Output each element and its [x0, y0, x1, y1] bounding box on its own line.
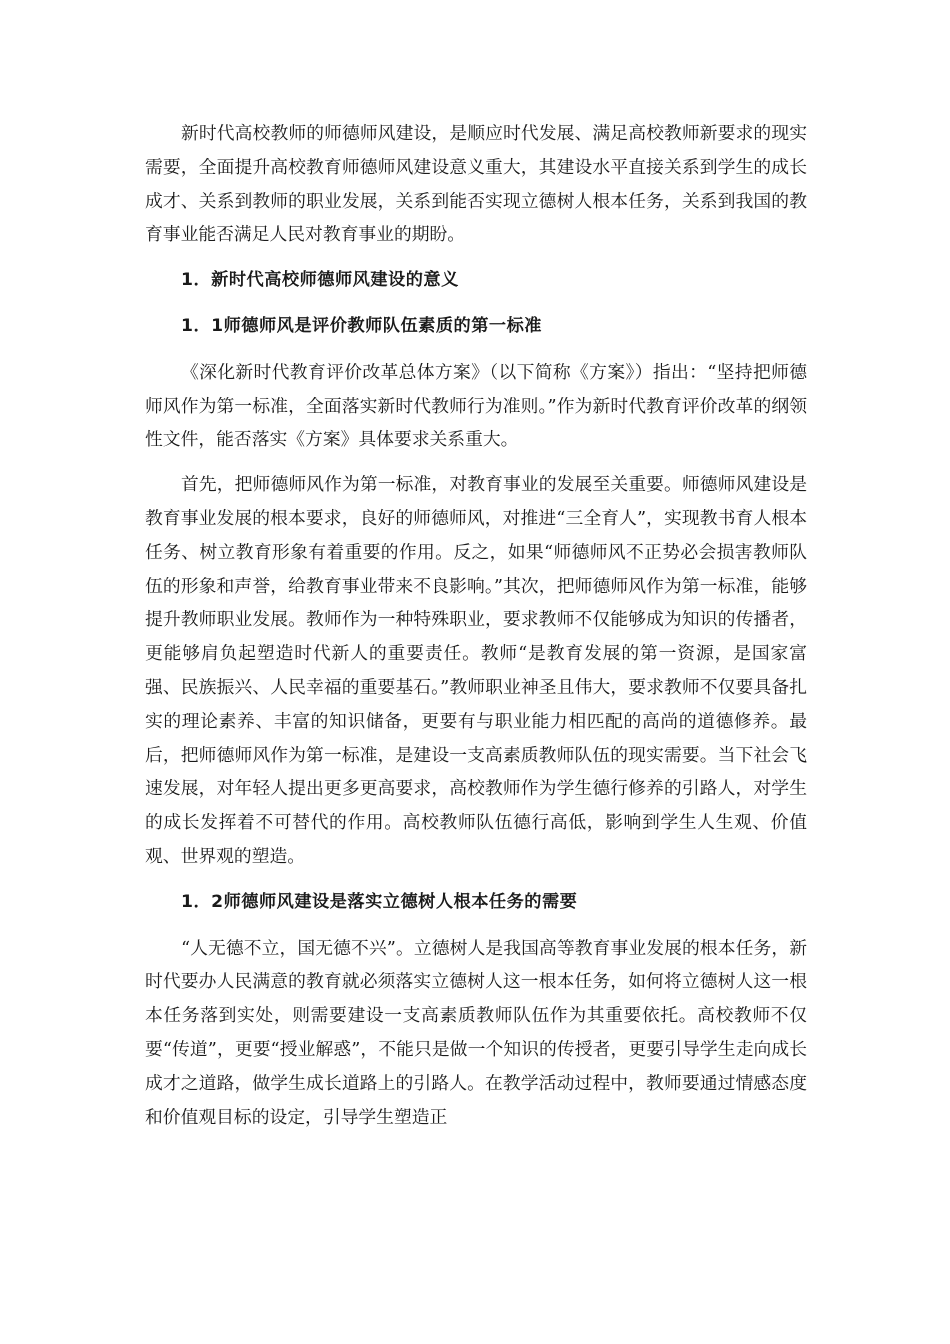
section-1-1-paragraph-2: 首先，把师德师风作为第一标准，对教育事业的发展至关重要。师德师风建设是教育事业发展的根本要求，良好的师德师风，对推进“三全育人”，实现教书育人根本任务、树立教育形象有着重要的作用。反之，如果“师德师风不正势必会损害教师队伍的形象和声誉，给教育事业带来不良影响。”其次，把师德师风作为第一标准，能够提升教师职业发展。教师作为一种特殊职业，要求教师不仅能够成为知识的传播者，更能够肩负起塑造时代新人的重要责任。教师“是教育发展的第一资源，是国家富强、民族振兴、人民幸福的重要基石。”教师职业神圣且伟大，要求教师不仅要具备扎实的理论素养、丰富的知识储备，更要有与职业能力相匹配的高尚的道德修养。最后，把师德师风作为第一标准，是建设一支高素质教师队伍的现实需要。当下社会飞速发展，对年轻人提出更多更高要求，高校教师作为学生德行修养的引路人，对学生的成长发挥着不可替代的作用。高校教师队伍德行高低，影响到学生人生观、价值观、世界观的塑造。 [145, 474, 807, 867]
intro-paragraph: 新时代高校教师的师德师风建设，是顺应时代发展、满足高校教师新要求的现实需要，全面提升高校教育师德师风建设意义重大，其建设水平直接关系到学生的成长成才、关系到教师的职业发展，关系到能否实现立德树人根本任务，关系到我国的教育事业能否满足人民对教育事业的期盼。 [145, 123, 807, 246]
section-1-1-heading: 1．1师德师风是评价教师队伍素质的第一标准 [181, 315, 542, 336]
section-1-2-heading: 1．2师德师风建设是落实立德树人根本任务的需要 [181, 891, 578, 912]
section-1-2-paragraph-1: “人无德不立，国无德不兴”。立德树人是我国高等教育事业发展的根本任务，新时代要办人民满意的教育就必须落实立德树人这一根本任务，如何将立德树人这一根本任务落到实处，则需要建设一支高素质教师队伍作为其重要依托。高校教师不仅要“传道”，更要“授业解惑”，不能只是做一个知识的传授者，更要引导学生走向成长成才之道路，做学生成长道路上的引路人。在教学活动过程中，教师要通过情感态度和价值观目标的设定，引导学生塑造正 [145, 937, 807, 1128]
section-1-heading: 1．新时代高校师德师风建设的意义 [181, 270, 459, 291]
section-1-1-paragraph-1: 《深化新时代教育评价改革总体方案》（以下简称《方案》）指出：“坚持把师德师风作为第一标准，全面落实新时代教师行为准则。”作为新时代教育评价改革的纲领性文件，能否落实《方案》具体要求关系重大。 [145, 361, 807, 451]
document-body [145, 117, 807, 1134]
